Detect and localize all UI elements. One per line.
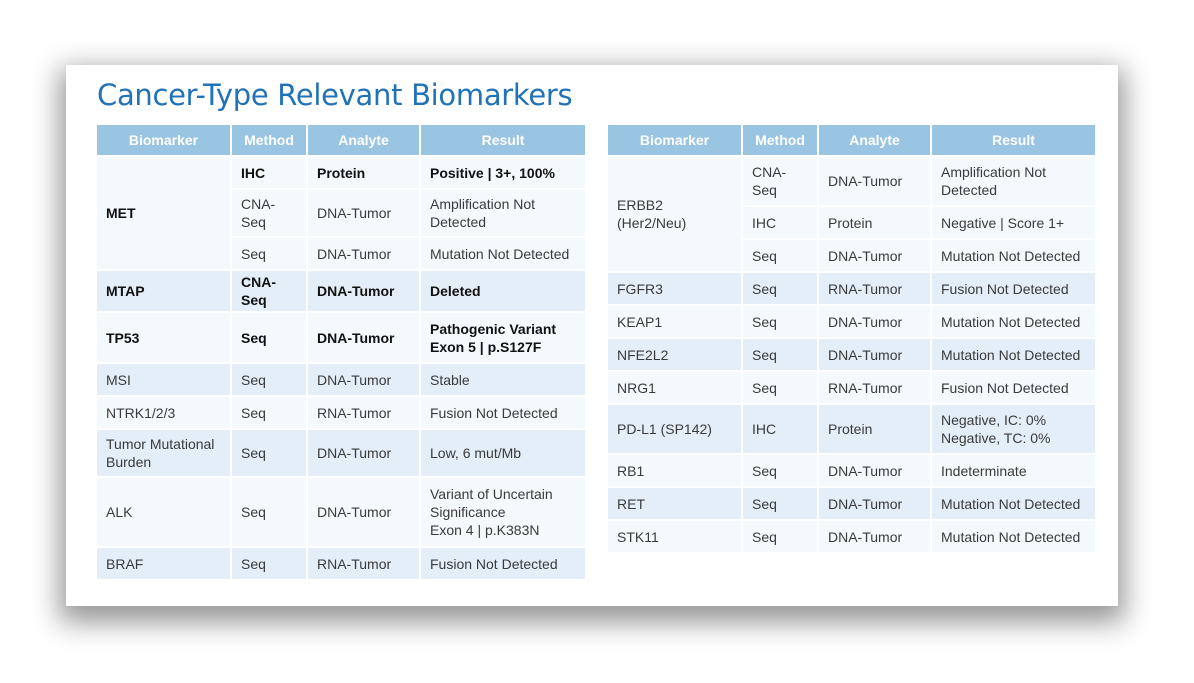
- result-line: Negative, IC: 0%: [941, 412, 1047, 428]
- method-cell: Seq: [232, 238, 306, 269]
- table-row: [608, 339, 1095, 370]
- biomarker-cell: KEAP1: [608, 306, 741, 337]
- method-cell: Seq: [232, 548, 306, 579]
- result-line: Pathogenic Variant: [430, 320, 557, 337]
- result-cell: [421, 313, 585, 362]
- biomarker-cell: Tumor Mutational Burden: [97, 430, 230, 476]
- result-line: Exon 5 | p.S127F: [430, 338, 542, 355]
- method-cell: Seq: [743, 306, 817, 337]
- result-cell: Mutation Not Detected: [932, 339, 1095, 370]
- table-row: [608, 157, 1095, 205]
- header-result: Result: [421, 125, 585, 155]
- method-cell: Seq: [743, 488, 817, 519]
- method-cell: Seq: [232, 478, 306, 546]
- biomarker-cell: NTRK1/2/3: [97, 397, 230, 428]
- table-row: [97, 548, 585, 579]
- biomarker-cell: RET: [608, 488, 741, 519]
- biomarker-cell: ALK: [97, 478, 230, 546]
- result-cell: Mutation Not Detected: [932, 488, 1095, 519]
- biomarker-cell: NRG1: [608, 372, 741, 403]
- table-row: [97, 313, 585, 362]
- result-line: Negative, TC: 0%: [941, 430, 1051, 446]
- method-cell: Seq: [743, 455, 817, 486]
- header-result: Result: [932, 125, 1095, 155]
- analyte-cell: Protein: [819, 207, 930, 238]
- analyte-cell: DNA-Tumor: [308, 313, 419, 362]
- table-row: [608, 306, 1095, 337]
- analyte-cell: DNA-Tumor: [308, 430, 419, 476]
- biomarker-table-left: [95, 123, 587, 581]
- method-cell: IHC: [743, 405, 817, 453]
- result-cell: Low, 6 mut/Mb: [421, 430, 585, 476]
- biomarker-cell: MTAP: [97, 271, 230, 311]
- method-cell: Seq: [743, 372, 817, 403]
- biomarker-cell: RB1: [608, 455, 741, 486]
- biomarker-cell: FGFR3: [608, 273, 741, 304]
- table-row: [97, 271, 585, 311]
- method-cell: Seq: [232, 313, 306, 362]
- header-method: Method: [743, 125, 817, 155]
- result-cell: Amplification Not Detected: [421, 190, 585, 236]
- analyte-cell: DNA-Tumor: [308, 271, 419, 311]
- result-cell: [932, 405, 1095, 453]
- analyte-cell: DNA-Tumor: [308, 190, 419, 236]
- table-row: [97, 364, 585, 395]
- analyte-cell: DNA-Tumor: [819, 240, 930, 271]
- analyte-cell: RNA-Tumor: [819, 372, 930, 403]
- biomarker-cell: NFE2L2: [608, 339, 741, 370]
- method-cell: IHC: [743, 207, 817, 238]
- method-cell: Seq: [743, 273, 817, 304]
- analyte-cell: DNA-Tumor: [819, 339, 930, 370]
- result-cell: Negative | Score 1+: [932, 207, 1095, 238]
- header-analyte: Analyte: [308, 125, 419, 155]
- biomarker-table-right: [606, 123, 1097, 554]
- table-row: [97, 397, 585, 428]
- table-row: [608, 488, 1095, 519]
- result-cell: Fusion Not Detected: [932, 372, 1095, 403]
- biomarker-cell: MET: [97, 157, 230, 269]
- analyte-cell: Protein: [308, 157, 419, 188]
- method-cell: IHC: [232, 157, 306, 188]
- biomarker-cell: BRAF: [97, 548, 230, 579]
- analyte-cell: DNA-Tumor: [819, 521, 930, 552]
- biomarker-cell: STK11: [608, 521, 741, 552]
- table-row: [97, 478, 585, 546]
- analyte-cell: RNA-Tumor: [308, 397, 419, 428]
- analyte-cell: DNA-Tumor: [819, 306, 930, 337]
- result-cell: [421, 478, 585, 546]
- method-cell: Seq: [232, 430, 306, 476]
- result-cell: Amplification Not Detected: [932, 157, 1095, 205]
- method-cell: Seq: [743, 339, 817, 370]
- analyte-cell: DNA-Tumor: [819, 157, 930, 205]
- result-cell: Fusion Not Detected: [421, 397, 585, 428]
- page-title: Cancer-Type Relevant Biomarkers: [97, 78, 573, 112]
- method-cell: Seq: [743, 521, 817, 552]
- result-cell: Positive | 3+, 100%: [421, 157, 585, 188]
- table-row: [608, 455, 1095, 486]
- header-method: Method: [232, 125, 306, 155]
- analyte-cell: RNA-Tumor: [308, 548, 419, 579]
- result-cell: Fusion Not Detected: [421, 548, 585, 579]
- analyte-cell: DNA-Tumor: [308, 478, 419, 546]
- method-cell: CNA-Seq: [232, 271, 306, 311]
- result-cell: Mutation Not Detected: [932, 306, 1095, 337]
- table-row: [97, 430, 585, 476]
- table-row: [608, 405, 1095, 453]
- result-cell: Mutation Not Detected: [932, 521, 1095, 552]
- result-cell: Stable: [421, 364, 585, 395]
- biomarker-cell: ERBB2 (Her2/Neu): [608, 157, 741, 271]
- result-line: Variant of Uncertain Significance: [430, 486, 553, 520]
- method-cell: CNA-Seq: [743, 157, 817, 205]
- biomarker-cell: MSI: [97, 364, 230, 395]
- result-cell: Fusion Not Detected: [932, 273, 1095, 304]
- analyte-cell: Protein: [819, 405, 930, 453]
- method-cell: Seq: [743, 240, 817, 271]
- analyte-cell: DNA-Tumor: [308, 364, 419, 395]
- analyte-cell: DNA-Tumor: [819, 455, 930, 486]
- result-cell: Mutation Not Detected: [421, 238, 585, 269]
- table-row: [97, 157, 585, 188]
- result-cell: Deleted: [421, 271, 585, 311]
- header-biomarker: Biomarker: [608, 125, 741, 155]
- method-cell: Seq: [232, 397, 306, 428]
- result-line: Exon 4 | p.K383N: [430, 522, 540, 538]
- result-cell: Mutation Not Detected: [932, 240, 1095, 271]
- result-cell: Indeterminate: [932, 455, 1095, 486]
- table-row: [608, 372, 1095, 403]
- table-row: [608, 273, 1095, 304]
- table-row: [608, 521, 1095, 552]
- header-analyte: Analyte: [819, 125, 930, 155]
- biomarker-cell: TP53: [97, 313, 230, 362]
- analyte-cell: DNA-Tumor: [308, 238, 419, 269]
- method-cell: Seq: [232, 364, 306, 395]
- table-header-row: [608, 125, 1095, 155]
- analyte-cell: DNA-Tumor: [819, 488, 930, 519]
- biomarker-cell: PD-L1 (SP142): [608, 405, 741, 453]
- table-header-row: [97, 125, 585, 155]
- header-biomarker: Biomarker: [97, 125, 230, 155]
- method-cell: CNA-Seq: [232, 190, 306, 236]
- analyte-cell: RNA-Tumor: [819, 273, 930, 304]
